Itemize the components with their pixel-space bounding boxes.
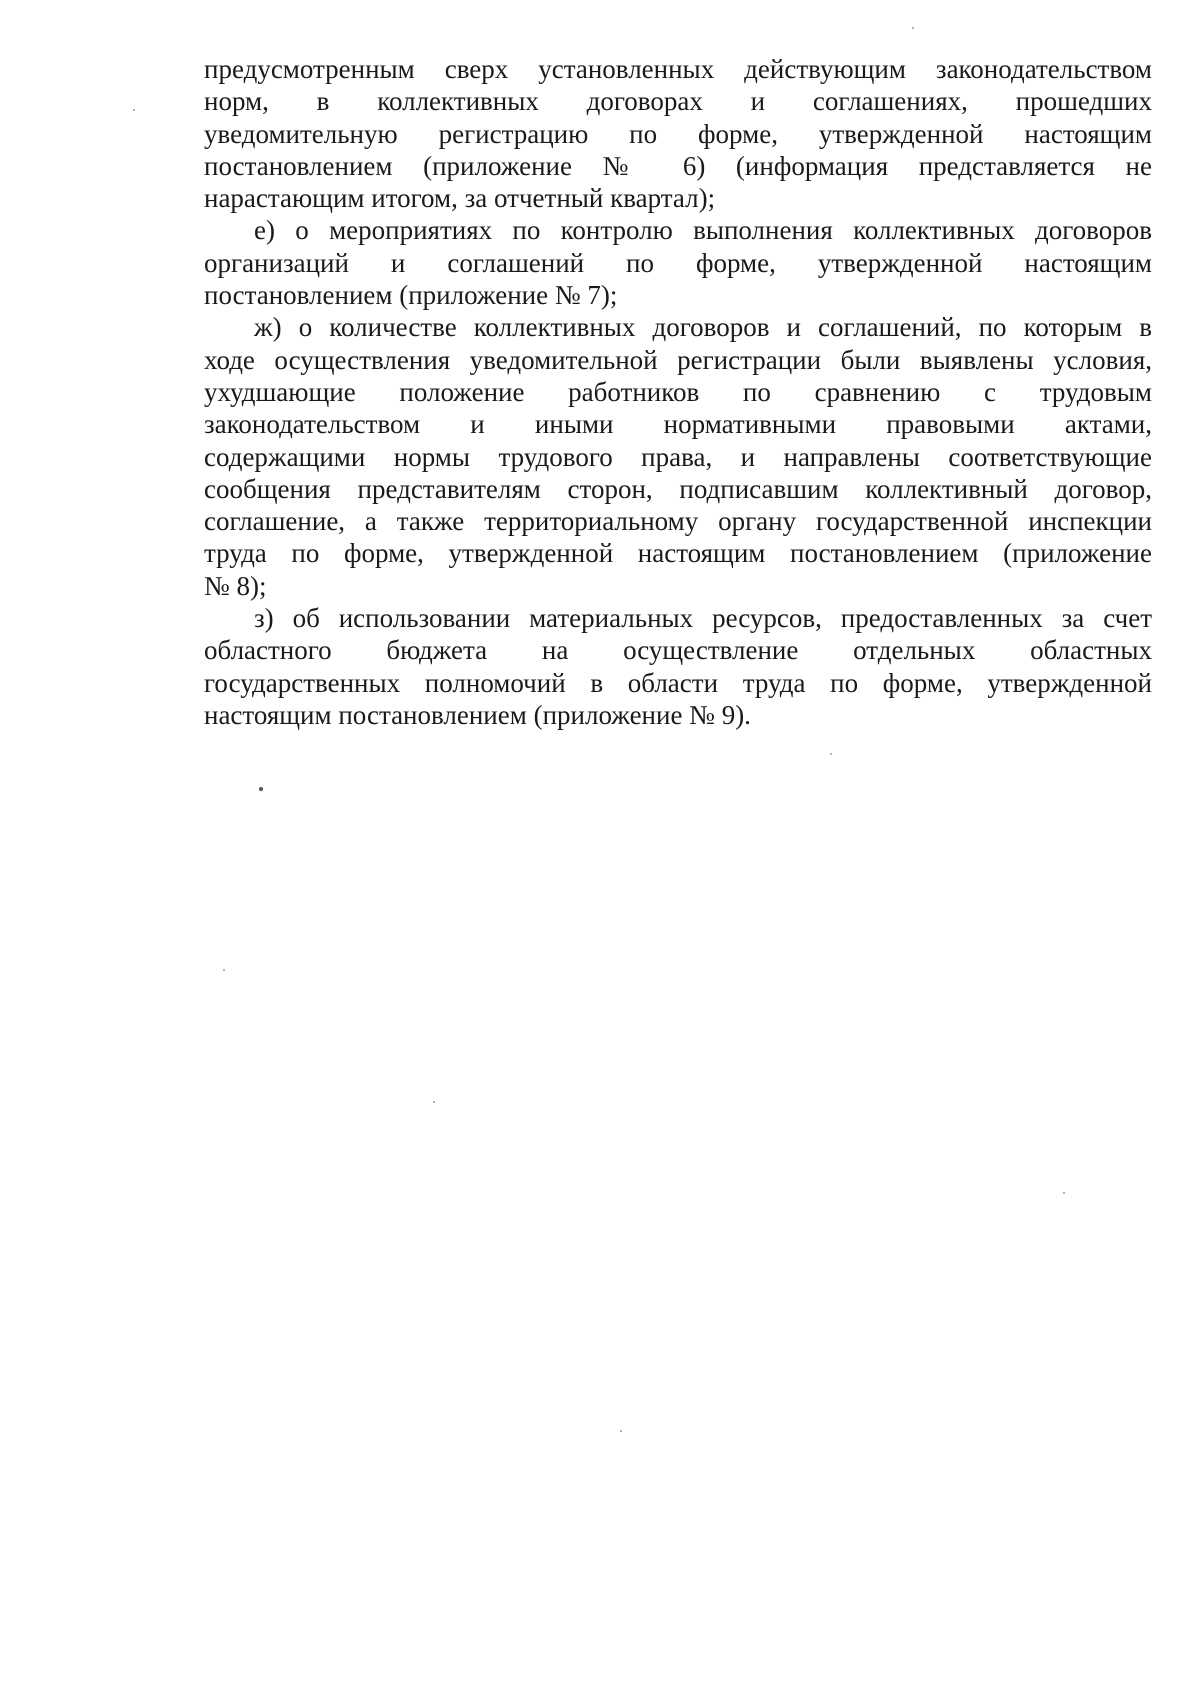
text-line: соглашение, а также территориальному органу государственной инспекции [204,506,1152,537]
text-line: содержащими нормы трудового права, и направлены соответствующие [204,441,1152,472]
paragraph-continuation [204,53,1152,214]
text-line: организаций и соглашений по форме, утвержденной настоящим [204,247,1152,278]
text-line: труда по форме, утвержденной настоящим постановлением (приложение [204,538,1152,569]
text-line: сообщения представителям сторон, подписавшим коллективный договор, [204,473,1152,504]
paragraph-item-zh [204,311,1152,602]
scan-speck [259,787,263,791]
text-line: ухудшающие положение работников по сравнению с трудовым [204,376,1152,407]
text-line: ходе осуществления уведомительной регистрации были выявлены условия, [204,344,1152,375]
text-line: предусмотренным сверх установленных действующим законодательством [204,54,1152,84]
text-line: уведомительную регистрацию по форме, утвержденной настоящим [204,118,1152,149]
text-line: настоящим постановлением (приложение № 9). [204,699,751,730]
text-line: з) об использовании материальных ресурсов, предоставленных за счет [254,603,1152,634]
scan-speck [1063,1192,1065,1194]
text-line: норм, в коллективных договорах и соглашениях, прошедших [204,86,1152,117]
paragraph-item-e [204,214,1152,311]
scan-speck [620,1430,622,1432]
scan-speck [133,109,135,111]
paragraph-item-z [204,602,1152,731]
scan-speck [223,969,225,971]
text-line: нарастающим итогом, за отчетный квартал); [204,183,716,214]
scan-speck [912,27,914,29]
text-line: государственных полномочий в области труда по форме, утвержденной [204,667,1152,698]
text-line: е) о мероприятиях по контролю выполнения коллективных договоров [254,215,1152,246]
text-line: постановлением (приложение № 6) (информация представляется не [204,150,1152,181]
text-line: законодательством и иными нормативными правовыми актами, [204,409,1152,440]
document-body [204,53,1152,731]
scan-speck [433,1101,435,1103]
text-line: ж) о количестве коллективных договоров и соглашений, по которым в [254,312,1152,343]
text-line: постановлением (приложение № 7); [204,280,618,311]
text-line: № 8); [204,570,267,601]
text-line: областного бюджета на осуществление отдельных областных [204,635,1152,666]
scan-speck [830,753,832,755]
